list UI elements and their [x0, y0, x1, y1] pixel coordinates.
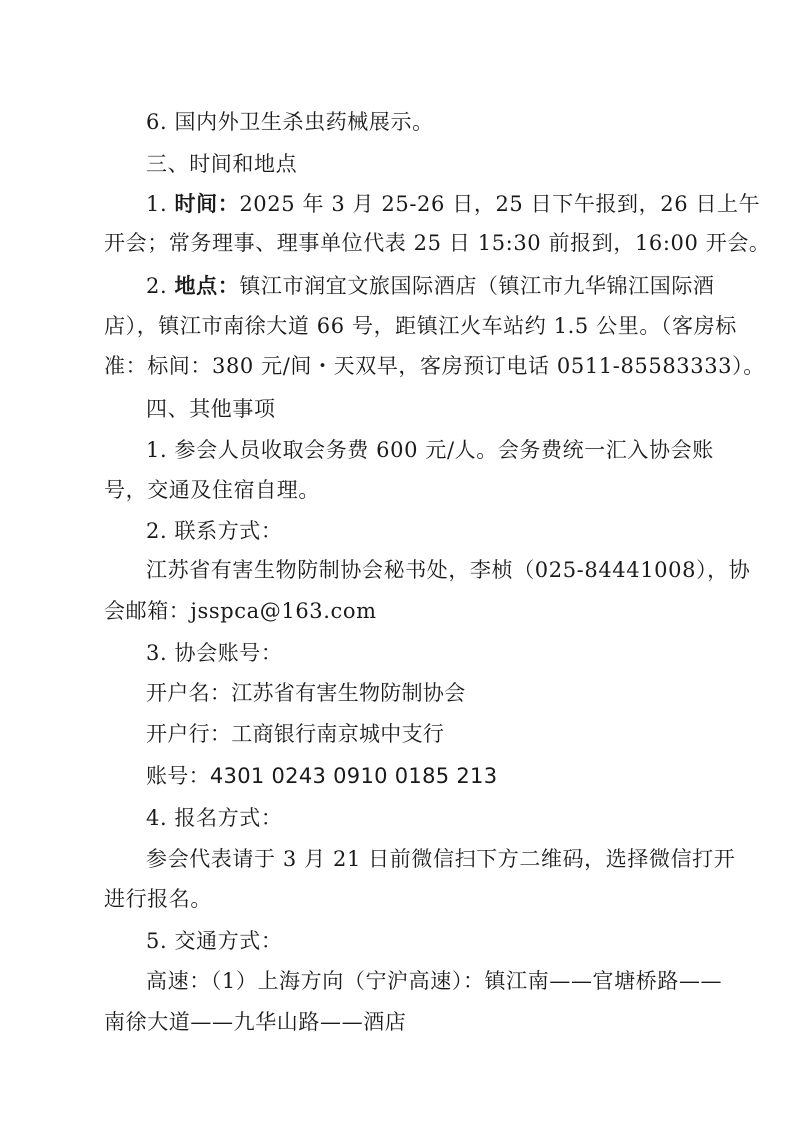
- fee-line-1: 1. 参会人员收取会务费 600 元/人。会务费统一汇入协会账: [146, 438, 714, 462]
- transport-line-1: 高速：（1）上海方向（宁沪高速）：镇江南——官塘桥路——: [146, 969, 723, 993]
- account-heading: 3. 协会账号：: [146, 641, 283, 665]
- place-line-3: 准：标间：380 元/间・天双早，客房预订电话 0511-85583333）。: [104, 354, 765, 378]
- time-text: 2025 年 3 月 25-26 日，25 日下午报到，26 日上午: [239, 192, 761, 216]
- place-line-1: [146, 271, 756, 301]
- item-6-exhibition: 6. 国内外卫生杀虫药械展示。: [146, 110, 434, 134]
- registration-line-2: 进行报名。: [104, 887, 212, 911]
- transport-line-2: 南徐大道——九华山路——酒店: [104, 1010, 407, 1034]
- account-name: 开户名：江苏省有害生物防制协会: [146, 681, 466, 705]
- time-prefix: 1.: [146, 192, 175, 216]
- contact-email-line: 会邮箱：jsspca@163.com: [104, 599, 377, 623]
- section-4-heading: 四、其他事项: [146, 397, 276, 421]
- section-3-heading: 三、时间和地点: [146, 152, 298, 176]
- registration-line-1: 参会代表请于 3 月 21 日前微信扫下方二维码，选择微信打开: [146, 847, 736, 871]
- contact-heading: 2. 联系方式：: [146, 519, 283, 543]
- account-number: 账号：4301 0243 0910 0185 213: [146, 764, 498, 788]
- time-line-2: 开会；常务理事、理事单位代表 25 日 15:30 前报到，16:00 开会。: [104, 231, 771, 255]
- time-line-1: [146, 189, 761, 219]
- place-label: 地点：: [174, 273, 240, 298]
- registration-heading: 4. 报名方式：: [146, 806, 283, 830]
- transport-heading: 5. 交通方式：: [146, 929, 283, 953]
- place-prefix: 2.: [146, 274, 175, 298]
- place-text: 镇江市润宜文旅国际酒店（镇江市九华锦江国际酒: [239, 274, 715, 298]
- account-bank: 开户行：工商银行南京城中支行: [146, 722, 445, 746]
- contact-line-1: 江苏省有害生物防制协会秘书处，李桢（025-84441008），协: [146, 558, 751, 582]
- time-label: 时间：: [174, 191, 240, 216]
- fee-line-2: 号，交通及住宿自理。: [104, 478, 320, 502]
- place-line-2: 店），镇江市南徐大道 66 号，距镇江火车站约 1.5 公里。（客房标: [104, 314, 737, 338]
